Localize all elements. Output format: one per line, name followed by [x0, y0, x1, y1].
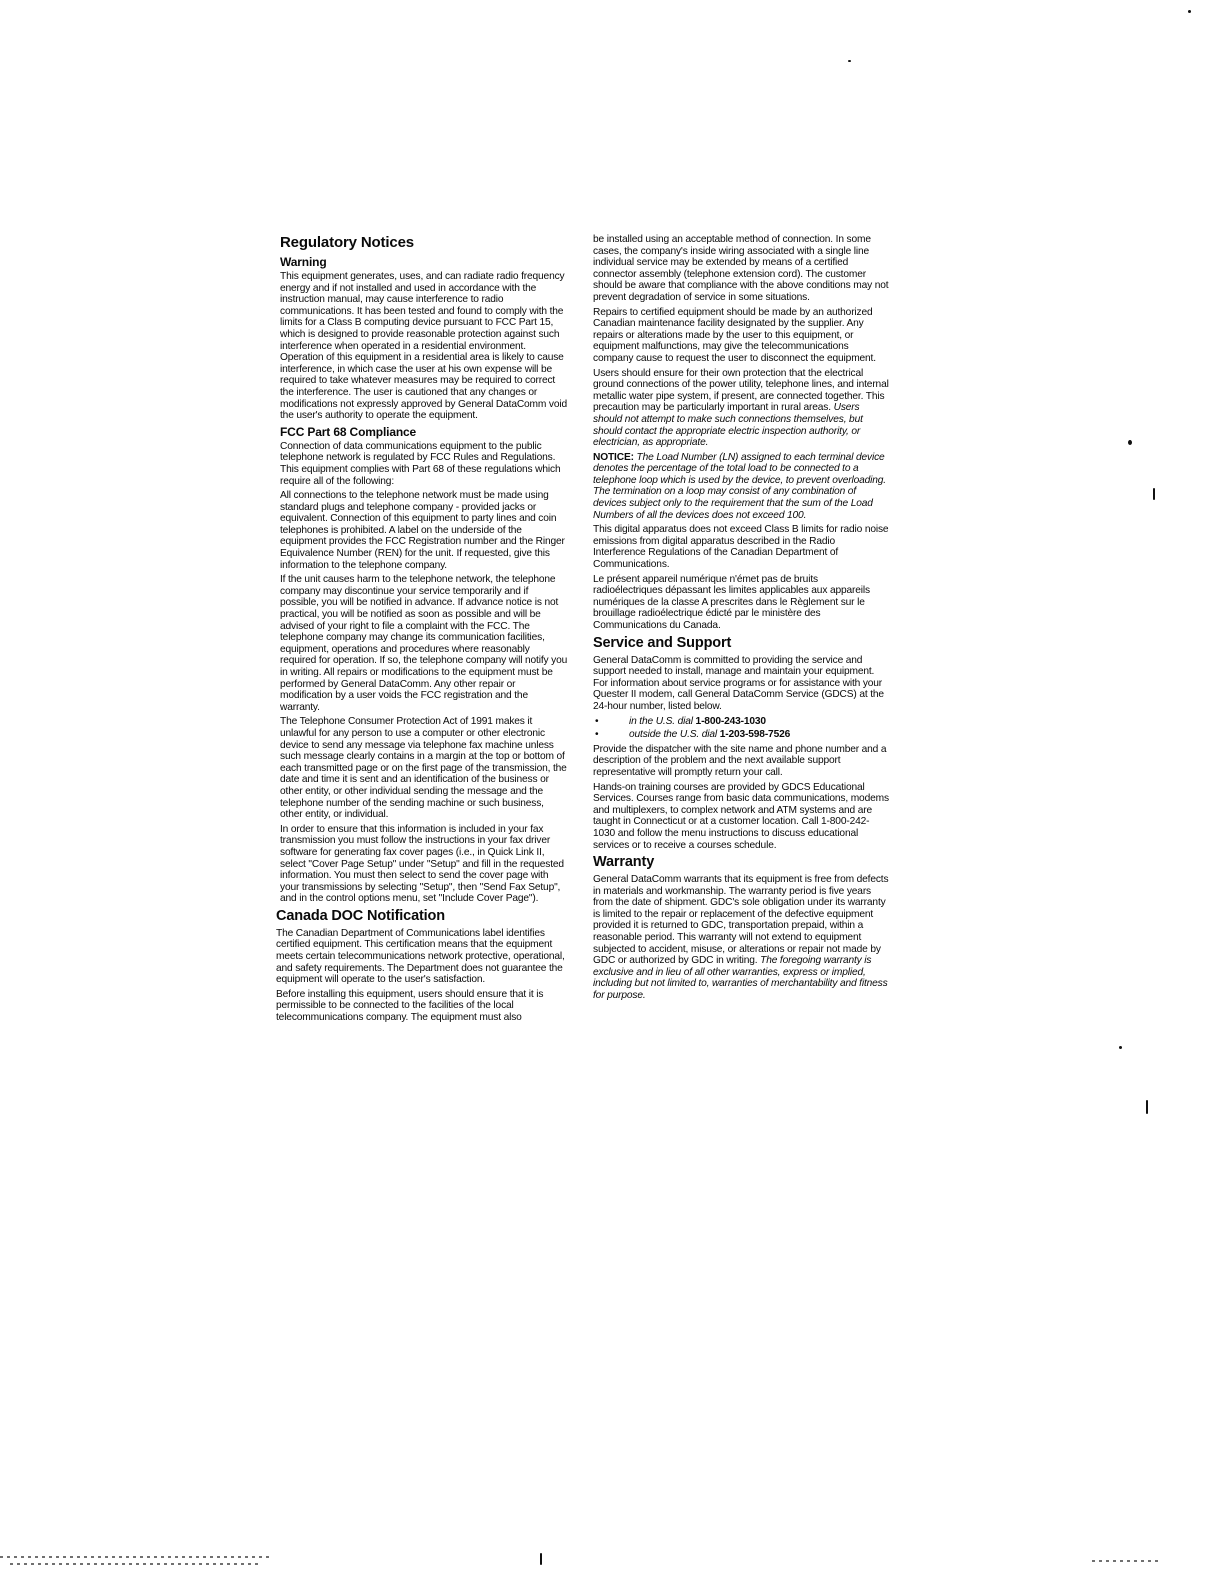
- canada-paragraph: be installed using an acceptable method of connection. In some cases, the company's inside wiring associated with a single line individual service may be extended by means of a certified connector assembly (telephone extension cord). The customer should be aware that compliance with the above conditions may not prevent degradation of service in some situations.: [593, 234, 889, 303]
- class-b-english: This digital apparatus does not exceed Class B limits for radio noise emissions from digital apparatus described in the Radio Interference Regulations of the Canadian Department of Communications.: [593, 524, 889, 571]
- notice-label: NOTICE:: [593, 451, 634, 463]
- phone-number: 1-800-243-1030: [695, 715, 766, 727]
- scan-noise: [10, 1563, 260, 1565]
- service-paragraph: General DataComm is committed to providing the service and support needed to install, manage and maintain your equipment. For information about service programs or for assistance with your Quester II modem, call General DataComm Service (GDCS) at the 24-hour number, listed below.: [593, 654, 884, 712]
- scan-speck: [1119, 1046, 1122, 1049]
- phone-number: 1-203-598-7526: [719, 729, 791, 741]
- class-b-french: Le présent appareil numérique n'émet pas de bruits radioélectriques dépassant les limites applicables aux appareils numériques de la classe A prescrites dans le Règlement sur le brouillage radioélectrique édicté par le ministère des Communications du Canada.: [593, 573, 870, 631]
- warning-heading: Warning: [280, 255, 327, 269]
- service-paragraph: Hands-on training courses are provided by GDCS Educational Services. Courses range from basic data communications, modems and multiplexers, to complex network and ATM systems and are taught in Connecticut or at a customer location. Call 1-800-242-1030 and follow the menu instructions to discuss educational services or to receive a courses schedule.: [593, 781, 889, 851]
- right-column: [593, 234, 889, 1005]
- canada-heading: Canada DOC Notification: [276, 907, 445, 924]
- grounding-text: Users should ensure for their own protection that the electrical ground connections of the power utility, telephone lines, and internal metallic water pipe system, if present, are connected together. This precaution may be particularly important in rural areas.: [593, 367, 889, 414]
- fcc-paragraph: Connection of data communications equipment to the public telephone network is regulated by FCC Rules and Regulations. This equipment complies with Part 68 of these regulations which require all of the following:: [280, 440, 561, 487]
- canada-paragraph: Repairs to certified equipment should be made by an authorized Canadian maintenance facility designated by the supplier. Any repairs or alterations made by the user to this equipment, or equipment malfunctions, may give the telecommunications company cause to request the user to disconnect the equipment.: [593, 306, 876, 364]
- scan-speck: [1146, 1100, 1148, 1114]
- warranty-disclaimer: The foregoing warranty is exclusive and in lieu of all other warranties, express or implied, including but not limited to, warranties of merchantability and fitness for purpose.: [593, 955, 888, 1002]
- notice-text: The Load Number (LN) assigned to each terminal device denotes the percentage of the total load to be connected to a telephone loop which is used by the device, to prevent overloading. The termination on a loop may consist of any combination of devices subject only to the requirement that the sum of the Load Numbers of all the devices does not exceed 100.: [593, 451, 886, 521]
- page-title: Regulatory Notices: [280, 234, 414, 251]
- phone-list: [593, 716, 889, 741]
- canada-paragraph: Before installing this equipment, users should ensure that it is permissible to be connected to the facilities of the local telecommunications company. The equipment must also: [276, 988, 544, 1024]
- warranty-heading: Warranty: [593, 854, 655, 871]
- warning-text: This equipment generates, uses, and can radiate radio frequency energy and if not installed and used in accordance with the instruction manual, may cause interference to radio communications. It has been tested and found to comply with the limits for a Class B computing device pursuant to FCC Part 15, which is designed to provide reasonable protection against such interference when operated in a residential environment. Operation of this equipment in a residential area is likely to cause interference, in which case the user at his own expense will be required to take whatever measures may be required to correct the interference. The user is cautioned that any changes or modifications not expressly approved by General DataComm void the user's authority to operate the equipment.: [280, 271, 567, 422]
- scan-noise: [0, 1556, 270, 1558]
- phone-item: [593, 729, 889, 741]
- fcc-heading: FCC Part 68 Compliance: [280, 424, 417, 439]
- phone-label: in the U.S. dial: [629, 715, 693, 727]
- phone-item: [593, 716, 889, 728]
- service-paragraph: Provide the dispatcher with the site name and phone number and a description of the problem and the next available support representative will promptly return your call.: [593, 743, 887, 778]
- scan-speck: [540, 1553, 542, 1565]
- grounding-caution: Users should not attempt to make such connections themselves, but should contact the appropriate electric inspection authority, or electrician, as appropriate.: [593, 402, 863, 449]
- scan-speck: [1128, 440, 1132, 445]
- warranty-paragraph: [593, 874, 889, 1002]
- phone-label: outside the U.S. dial: [629, 729, 718, 741]
- fcc-paragraph: If the unit causes harm to the telephone network, the telephone company may discontinue your service temporarily and if possible, you will be notified in advance. If advance notice is not practical, you will be notified as soon as possible and will be advised of your right to file a complaint with the FCC. The telephone company may change its communication facilities, equipment, operations and procedures where reasonably required for operation. If so, the telephone company will notify you in writing. All repairs or modifications to the equipment must be performed by General DataComm. Any other repair or modification by a user voids the FCC registration and the warranty.: [280, 574, 568, 713]
- fcc-paragraph: The Telephone Consumer Protection Act of 1991 makes it unlawful for any person to use a computer or other electronic device to send any message via telephone fax machine unless such message clearly contains in a margin at the top or bottom of each transmitted page or on the first page of the transmission, the date and time it is sent and an identification of the business or other entity, or other individual sending the message and the telephone number of the sending machine or such business, other entity, or individual.: [280, 716, 567, 821]
- service-heading: Service and Support: [593, 634, 732, 651]
- left-column: [276, 234, 568, 1027]
- scan-noise: [1092, 1560, 1162, 1562]
- fcc-paragraph: All connections to the telephone network must be made using standard plugs and telephone company - provided jacks or equivalent. Connection of this equipment to party lines and coin telephones is prohibited. A label on the underside of the equipment provides the FCC Registration number and the Ringer Equivalence Number (REN) for the unit. If requested, give this information to the telephone company.: [280, 490, 565, 571]
- scan-speck: [848, 60, 851, 62]
- scan-speck: [1188, 10, 1191, 13]
- notice-paragraph: [593, 452, 889, 522]
- warranty-text: General DataComm warrants that its equipment is free from defects in materials and workmanship. The warranty period is five years from the date of shipment. GDC's sole obligation under its warranty is limited to the repair or replacement of the defective equipment provided it is returned to GDC, transportation prepaid, within a reasonable period. This warranty will not extend to equipment subjected to accident, misuse, or alterations or repair not made by GDC or authorized by GDC in writing.: [593, 874, 889, 967]
- fcc-paragraph: In order to ensure that this information is included in your fax transmission you must follow the instructions in your fax driver software for generating fax cover pages (i.e., in Quick Link II, select "Cover Page Setup" under "Setup" and fill in the requested information. You must then select to send the cover page with your transmissions by selecting "Setup", then "Send Fax Setup", and in the control options menu, set "Include Cover Page").: [280, 823, 564, 905]
- canada-paragraph: [593, 368, 889, 449]
- scan-speck: [1153, 488, 1155, 500]
- canada-paragraph: The Canadian Department of Communications label identifies certified equipment. This certification means that the equipment meets certain telecommunications network protective, operational, and safety requirements. The Department does not guarantee the equipment will operate to the user's satisfaction.: [276, 927, 565, 986]
